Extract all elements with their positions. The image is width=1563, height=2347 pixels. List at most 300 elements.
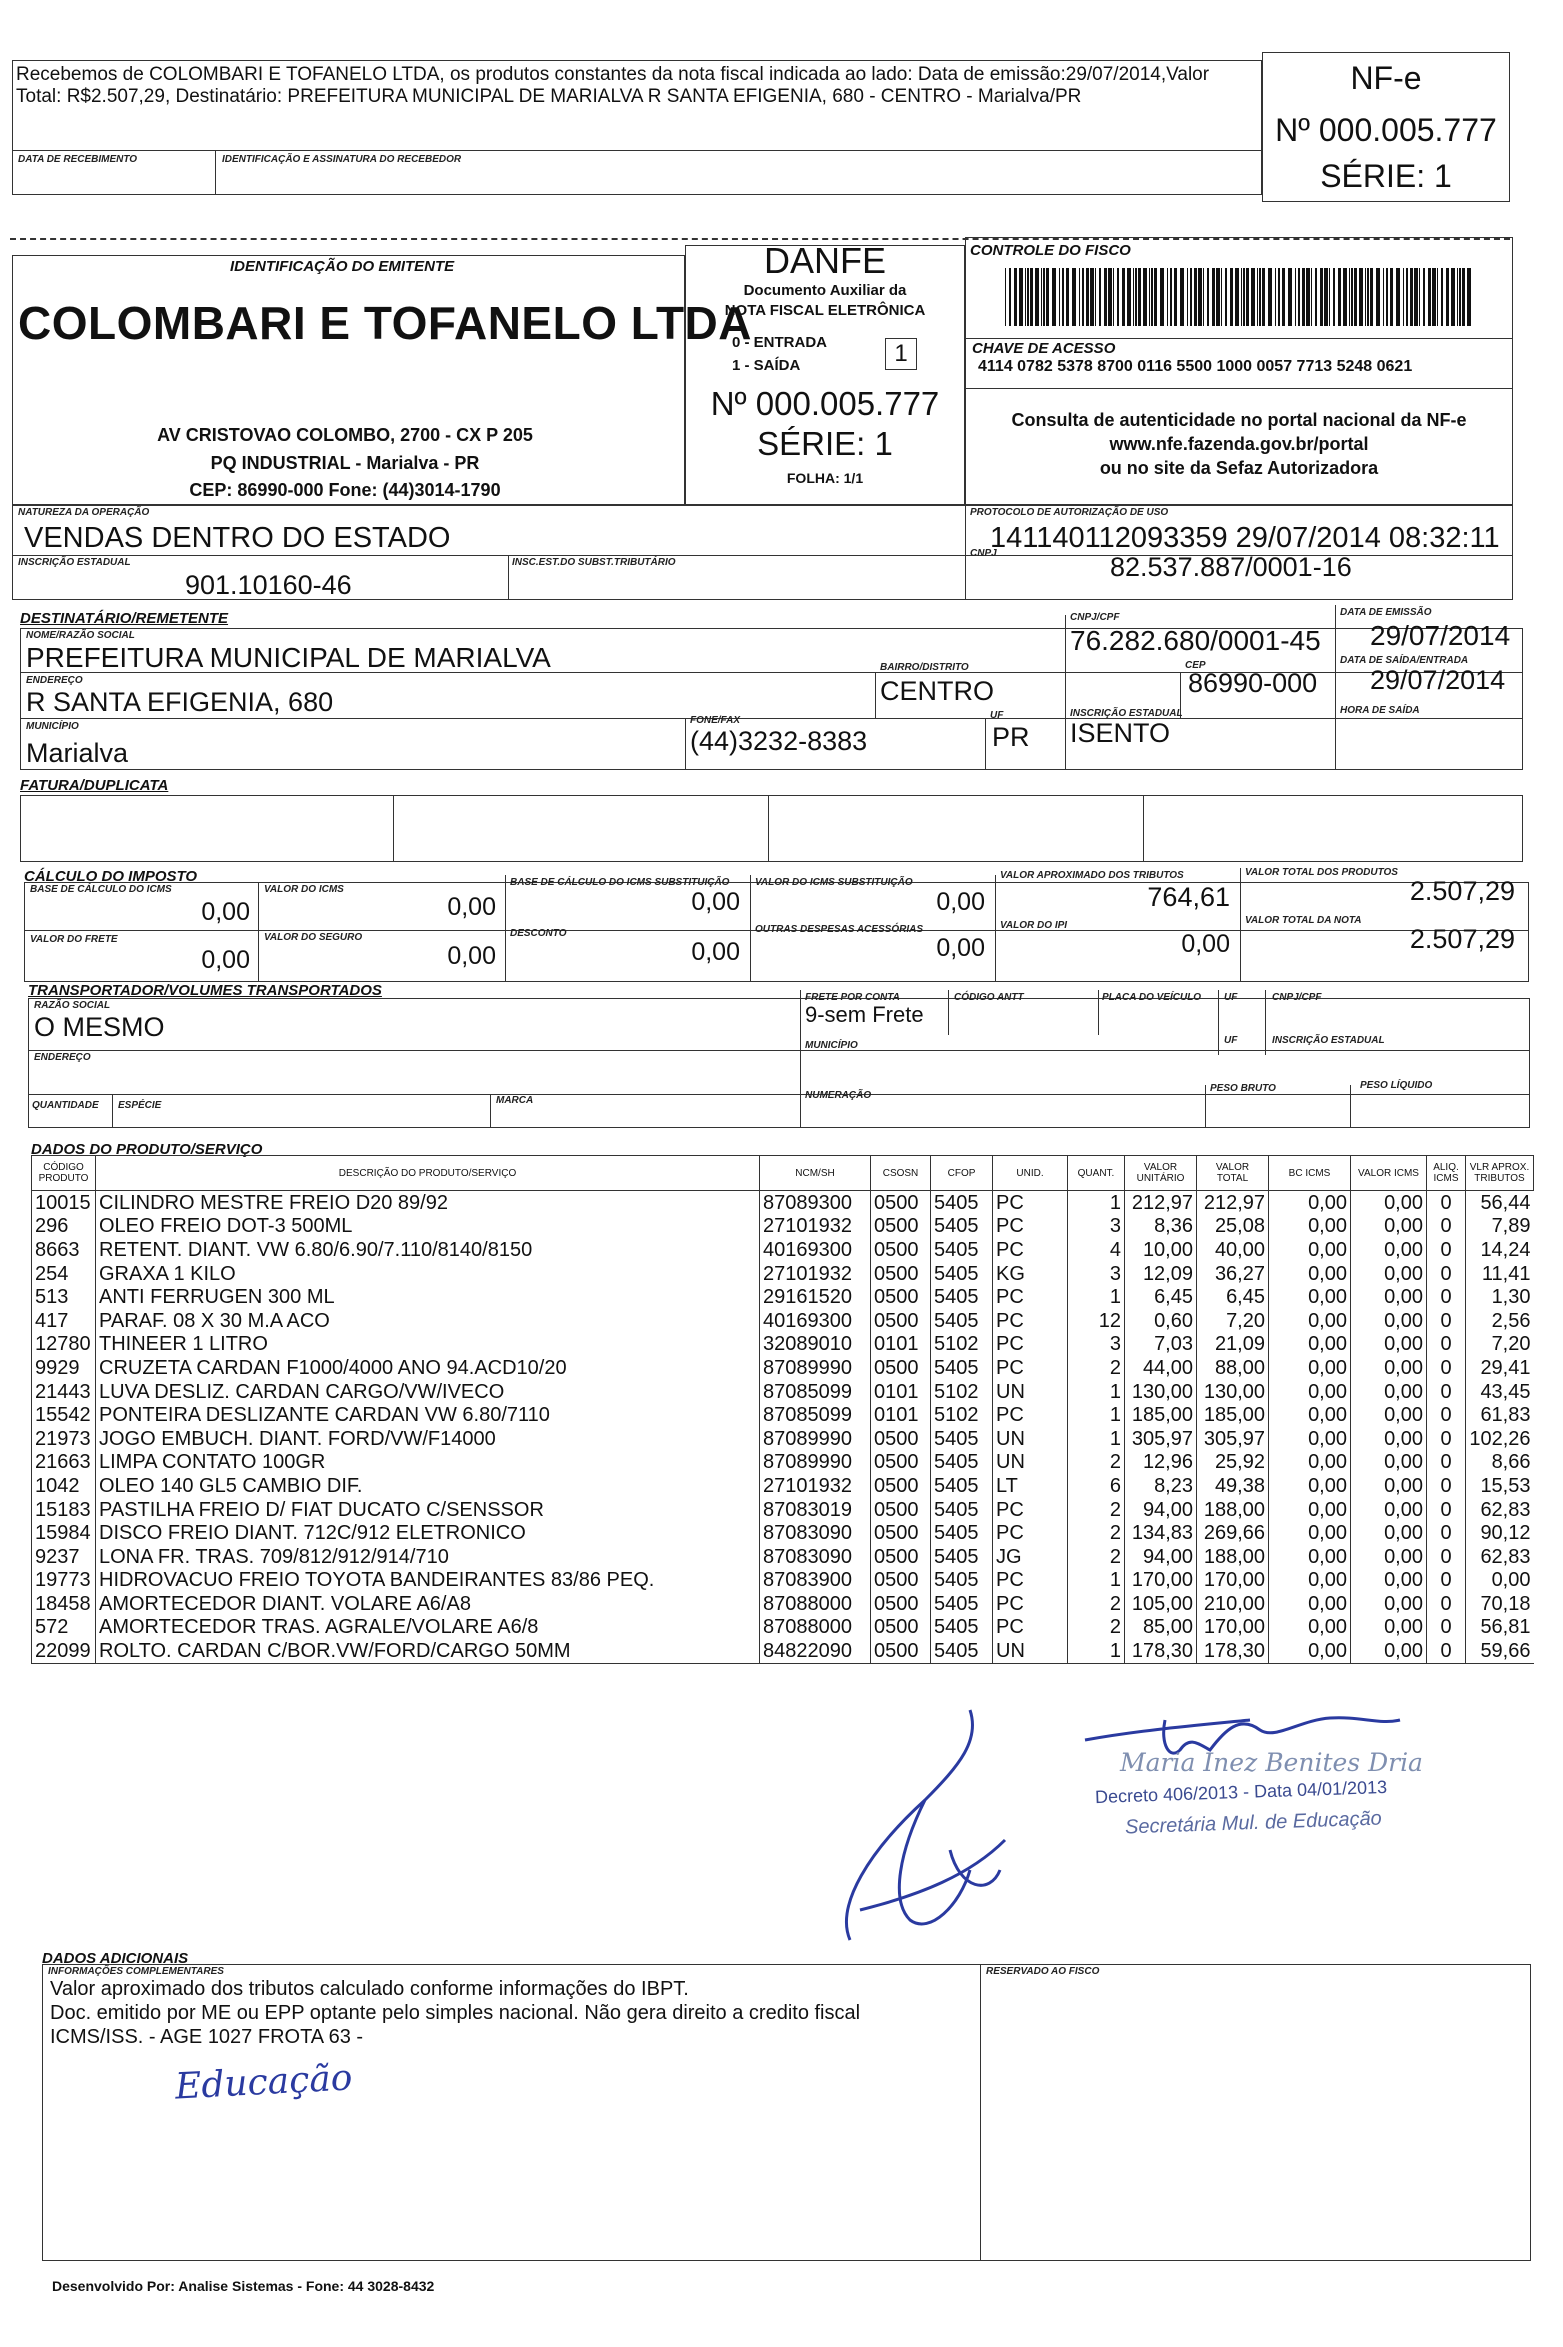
column-header: CFOP <box>931 1156 993 1191</box>
table-cell: 0,00 <box>1351 1356 1427 1380</box>
table-cell: PC <box>993 1309 1068 1333</box>
table-row <box>32 1545 1534 1569</box>
table-cell: 1 <box>1068 1569 1125 1593</box>
table-cell: 0,00 <box>1269 1569 1351 1593</box>
additional-line2: Doc. emitido por ME ou EPP optante pelo simples nacional. Não gera direito a credito fiscal <box>50 2002 861 2024</box>
table-cell: PC <box>993 1215 1068 1239</box>
barcode-bar <box>1009 268 1011 326</box>
table-cell: 0,00 <box>1351 1521 1427 1545</box>
barcode-bar <box>1117 268 1119 326</box>
note-total: 2.507,29 <box>1409 924 1515 954</box>
products-table-head <box>32 1156 1534 1191</box>
table-cell: 87089990 <box>760 1451 871 1475</box>
barcode-bar <box>1329 268 1330 326</box>
table-cell: 0500 <box>871 1285 931 1309</box>
table-cell: 0,00 <box>1269 1521 1351 1545</box>
table-row <box>32 1639 1534 1663</box>
barcode-bar <box>1259 268 1261 326</box>
recipient-name-label: NOME/RAZÃO SOCIAL <box>26 630 135 641</box>
emitter-address2: PQ INDUSTRIAL - Marialva - PR <box>210 453 480 473</box>
table-cell: 0,00 <box>1269 1592 1351 1616</box>
barcode-bar <box>1138 268 1141 326</box>
barcode-bar <box>1410 268 1413 326</box>
emitter-address1: AV CRISTOVAO COLOMBO, 2700 - CX P 205 <box>157 425 533 445</box>
table-cell: 0500 <box>871 1451 931 1475</box>
tax-header: CÁLCULO DO IMPOSTO <box>24 868 198 885</box>
table-cell: 0,00 <box>1351 1569 1427 1593</box>
barcode-bar <box>1225 268 1227 326</box>
ie-st-label: INSC.EST.DO SUBST.TRIBUTÁRIO <box>512 557 676 568</box>
table-cell: 0,00 <box>1269 1238 1351 1262</box>
table-cell: 5102 <box>931 1333 993 1357</box>
district-label: BAIRRO/DISTRITO <box>880 662 969 673</box>
table-row <box>32 1616 1534 1640</box>
table-cell: 90,12 <box>1466 1521 1534 1545</box>
table-cell: 1 <box>1068 1403 1125 1427</box>
table-cell: 105,00 <box>1125 1592 1197 1616</box>
table-cell: 0,00 <box>1351 1262 1427 1286</box>
barcode-bar <box>1311 268 1312 326</box>
base-st-label: BASE DE CÁLCULO DO ICMS SUBSTITUIÇÃO <box>510 877 730 888</box>
table-cell: 0 <box>1427 1451 1466 1475</box>
table-cell: 87083019 <box>760 1498 871 1522</box>
barcode-bar <box>1288 268 1292 326</box>
column-header: VALOR UNITÁRIO <box>1125 1156 1197 1191</box>
table-cell: 0 <box>1427 1592 1466 1616</box>
table-cell: 185,00 <box>1125 1403 1197 1427</box>
gross-weight-label: PESO BRUTO <box>1210 1083 1276 1094</box>
table-cell: PC <box>993 1403 1068 1427</box>
district-value: CENTRO <box>880 676 994 706</box>
table-cell: 88,00 <box>1197 1356 1269 1380</box>
table-cell: 5405 <box>931 1451 993 1475</box>
table-cell: 87089990 <box>760 1356 871 1380</box>
table-cell: 1042 <box>32 1474 96 1498</box>
barcode-bar <box>1396 268 1400 326</box>
barcode-bar <box>1376 268 1380 326</box>
table-cell: 0,00 <box>1351 1474 1427 1498</box>
barcode-bar <box>1343 268 1347 326</box>
stamp-line2: Decreto 406/2013 - Data 04/01/2013 <box>1094 1776 1388 1808</box>
table-cell: 21,09 <box>1197 1333 1269 1357</box>
table-cell: 254 <box>32 1262 96 1286</box>
barcode-bar <box>1459 268 1461 326</box>
table-cell: 1 <box>1068 1191 1125 1215</box>
table-cell: 170,00 <box>1125 1569 1197 1593</box>
table-cell: 27101932 <box>760 1262 871 1286</box>
table-cell: 5405 <box>931 1356 993 1380</box>
barcode-bar <box>1243 268 1245 326</box>
table-row <box>32 1521 1534 1545</box>
table-cell: 29161520 <box>760 1285 871 1309</box>
table-cell: 0 <box>1427 1191 1466 1215</box>
table-cell: 10015 <box>32 1191 96 1215</box>
brand-label: MARCA <box>496 1095 534 1106</box>
table-cell: 2 <box>1068 1592 1125 1616</box>
barcode-bar <box>1295 268 1296 326</box>
carrier-city-label: MUNICÍPIO <box>805 1040 858 1051</box>
barcode-bar <box>1062 268 1064 326</box>
table-cell: UN <box>993 1427 1068 1451</box>
barcode-bar <box>1082 268 1084 326</box>
table-cell: 62,83 <box>1466 1545 1534 1569</box>
fisco-key: 4114 0782 5378 8700 0116 5500 1000 0057 7713 5248 0621 <box>978 358 1413 375</box>
table-cell: 8663 <box>32 1238 96 1262</box>
barcode-bar <box>1216 268 1220 326</box>
carrier-ie-label: INSCRIÇÃO ESTADUAL <box>1272 1035 1385 1046</box>
barcode-bar <box>1149 268 1150 326</box>
barcode-bar <box>1198 268 1202 326</box>
table-cell: 87085099 <box>760 1380 871 1404</box>
table-cell: 21663 <box>32 1451 96 1475</box>
exit-date-value: 29/07/2014 <box>1370 665 1506 695</box>
table-cell: 0,00 <box>1351 1592 1427 1616</box>
qty-label: QUANTIDADE <box>32 1100 99 1111</box>
products-total: 2.507,29 <box>1409 876 1515 906</box>
table-cell: 5405 <box>931 1191 993 1215</box>
table-cell: CRUZETA CARDAN F1000/4000 ANO 94.ACD10/20 <box>96 1356 760 1380</box>
table-cell: LONA FR. TRAS. 709/812/912/914/710 <box>96 1545 760 1569</box>
table-cell: 22099 <box>32 1639 96 1663</box>
barcode-bar <box>1278 268 1280 326</box>
barcode-bar <box>1370 268 1373 326</box>
fisco-consult3: ou no site da Sefaz Autorizadora <box>1099 458 1379 478</box>
recipient-uf: PR <box>992 722 1030 752</box>
table-row <box>32 1333 1534 1357</box>
carrier-name-label: RAZÃO SOCIAL <box>34 1000 111 1011</box>
barcode-bar <box>1187 268 1188 326</box>
table-cell: 0 <box>1427 1215 1466 1239</box>
column-header: VALOR TOTAL <box>1197 1156 1269 1191</box>
table-row <box>32 1262 1534 1286</box>
table-row <box>32 1356 1534 1380</box>
table-cell: 0,00 <box>1351 1215 1427 1239</box>
barcode-bar <box>1221 268 1222 326</box>
carrier-uf2-label: UF <box>1224 1035 1238 1046</box>
table-cell: LUVA DESLIZ. CARDAN CARGO/VW/IVECO <box>96 1380 760 1404</box>
table-cell: 12 <box>1068 1309 1125 1333</box>
table-cell: 5405 <box>931 1592 993 1616</box>
other: 0,00 <box>936 934 985 962</box>
city-value: Marialva <box>26 738 129 768</box>
barcode-bar <box>1151 268 1153 326</box>
table-cell: 0,00 <box>1269 1356 1351 1380</box>
table-cell: 0500 <box>871 1262 931 1286</box>
table-cell: 0,00 <box>1351 1238 1427 1262</box>
barcode-bar <box>1174 268 1177 326</box>
table-cell: PC <box>993 1592 1068 1616</box>
table-cell: 85,00 <box>1125 1616 1197 1640</box>
table-cell: 0 <box>1427 1498 1466 1522</box>
base-st: 0,00 <box>691 888 740 916</box>
table-cell: OLEO FREIO DOT-3 500ML <box>96 1215 760 1239</box>
barcode-bar <box>1390 268 1393 326</box>
table-cell: PC <box>993 1521 1068 1545</box>
table-cell: 6,45 <box>1197 1285 1269 1309</box>
barcode-bar <box>1019 268 1023 326</box>
reserved-label: RESERVADO AO FISCO <box>986 1966 1100 1977</box>
table-cell: 5405 <box>931 1238 993 1262</box>
barcode-bar <box>1467 268 1471 326</box>
table-cell: 2 <box>1068 1545 1125 1569</box>
barcode-bar <box>1446 268 1449 326</box>
table-cell: 70,18 <box>1466 1592 1534 1616</box>
carrier-name: O MESMO <box>34 1012 165 1042</box>
table-cell: 0,00 <box>1351 1498 1427 1522</box>
table-cell: 170,00 <box>1197 1616 1269 1640</box>
table-cell: 0,00 <box>1269 1191 1351 1215</box>
table-cell: 0,00 <box>1351 1380 1427 1404</box>
barcode-bar <box>1419 268 1420 326</box>
barcode-bar <box>1041 268 1042 326</box>
barcode-bar <box>1383 268 1384 326</box>
column-header: UNID. <box>993 1156 1068 1191</box>
table-cell: 12780 <box>32 1333 96 1357</box>
carrier-address-label: ENDEREÇO <box>34 1052 91 1063</box>
recipient-cnpj-label: CNPJ/CPF <box>1070 612 1120 623</box>
table-cell: 0,00 <box>1269 1285 1351 1309</box>
table-cell: 296 <box>32 1215 96 1239</box>
table-cell: 5405 <box>931 1569 993 1593</box>
table-cell: 6 <box>1068 1474 1125 1498</box>
table-row <box>32 1238 1534 1262</box>
barcode-bar <box>1298 268 1300 326</box>
barcode-bar <box>1113 268 1114 326</box>
table-cell: 7,20 <box>1466 1333 1534 1357</box>
table-cell: 0,00 <box>1351 1616 1427 1640</box>
ipi-label: VALOR DO IPI <box>1000 920 1068 931</box>
table-cell: 188,00 <box>1197 1545 1269 1569</box>
other-label: OUTRAS DESPESAS ACESSÓRIAS <box>755 924 923 935</box>
danfe-number: Nº 000.005.777 <box>710 385 940 422</box>
table-cell: 5405 <box>931 1427 993 1451</box>
table-row <box>32 1191 1534 1215</box>
recipient-header: DESTINATÁRIO/REMETENTE <box>20 610 229 627</box>
table-cell: 0101 <box>871 1403 931 1427</box>
barcode-bar <box>1457 268 1458 326</box>
table-cell: 0,00 <box>1269 1498 1351 1522</box>
stamp-line3: Secretária Mul. de Educação <box>1124 1807 1383 1839</box>
column-header: BC ICMS <box>1269 1156 1351 1191</box>
fisco-header: CONTROLE DO FISCO <box>970 242 1131 259</box>
table-cell: 305,97 <box>1197 1427 1269 1451</box>
table-cell: 0500 <box>871 1427 931 1451</box>
table-row <box>32 1592 1534 1616</box>
table-cell: LT <box>993 1474 1068 1498</box>
table-cell: 9929 <box>32 1356 96 1380</box>
table-cell: 0,00 <box>1269 1427 1351 1451</box>
table-cell: 8,66 <box>1466 1451 1534 1475</box>
table-cell: 15984 <box>32 1521 96 1545</box>
barcode-bar <box>1320 268 1323 326</box>
table-cell: 5405 <box>931 1639 993 1663</box>
table-cell: 8,23 <box>1125 1474 1197 1498</box>
antt-label: CÓDIGO ANTT <box>954 992 1024 1003</box>
barcode-bar <box>1160 268 1164 326</box>
table-cell: 0,00 <box>1466 1569 1534 1593</box>
column-header: CSOSN <box>871 1156 931 1191</box>
column-header: ALIQ. ICMS <box>1427 1156 1466 1191</box>
table-row <box>32 1474 1534 1498</box>
table-cell: 1 <box>1068 1380 1125 1404</box>
barcode-bar <box>1268 268 1272 326</box>
table-cell: KG <box>993 1262 1068 1286</box>
table-cell: 3 <box>1068 1333 1125 1357</box>
barcode-bar <box>1351 268 1353 326</box>
emitter-name: COLOMBARI E TOFANELO LTDA <box>18 297 752 349</box>
barcode-bar <box>1086 268 1089 326</box>
ipi: 0,00 <box>1181 930 1230 958</box>
nature-label: NATUREZA DA OPERAÇÃO <box>18 507 150 518</box>
products-table <box>31 1155 1534 1664</box>
barcode-bar <box>1354 268 1357 326</box>
table-cell: 0500 <box>871 1521 931 1545</box>
table-cell: 1 <box>1068 1639 1125 1663</box>
additional-header: DADOS ADICIONAIS <box>42 1950 189 1967</box>
table-cell: 18458 <box>32 1592 96 1616</box>
table-cell: 2 <box>1068 1521 1125 1545</box>
barcode-bar <box>1338 268 1341 326</box>
products-total-label: VALOR TOTAL DOS PRODUTOS <box>1245 867 1398 878</box>
receipt-nfe: NF-e <box>1350 60 1422 96</box>
barcode-bar <box>1441 268 1443 326</box>
emitter-address3: CEP: 86990-000 Fone: (44)3014-1790 <box>189 480 501 500</box>
table-cell: 0500 <box>871 1569 931 1593</box>
barcode-bar <box>1108 268 1112 326</box>
table-cell: 62,83 <box>1466 1498 1534 1522</box>
phone-value: (44)3232-8383 <box>690 726 868 756</box>
table-cell: 130,00 <box>1125 1380 1197 1404</box>
table-cell: 5405 <box>931 1616 993 1640</box>
table-row <box>32 1285 1534 1309</box>
barcode-bar <box>1241 268 1242 326</box>
table-cell: 87085099 <box>760 1403 871 1427</box>
barcode-bar <box>1122 268 1125 326</box>
danfe-type: 1 <box>885 338 917 370</box>
barcode-bar <box>1099 268 1101 326</box>
plate-label: PLACA DO VEÍCULO <box>1102 992 1202 1003</box>
table-cell: UN <box>993 1639 1068 1663</box>
icms-st: 0,00 <box>936 888 985 916</box>
table-cell: 1 <box>1068 1285 1125 1309</box>
additional-line3: ICMS/ISS. - AGE 1027 FROTA 63 - <box>50 2026 364 2048</box>
cep-value: 86990-000 <box>1188 668 1318 698</box>
table-cell: 0 <box>1427 1427 1466 1451</box>
table-cell: 5405 <box>931 1215 993 1239</box>
table-cell: 178,30 <box>1197 1639 1269 1663</box>
discount: 0,00 <box>691 938 740 966</box>
table-cell: ROLTO. CARDAN C/BOR.VW/FORD/CARGO 50MM <box>96 1639 760 1663</box>
footer-credit: Desenvolvido Por: Analise Sistemas - Fone: 44 3028-8432 <box>52 2278 435 2294</box>
base-icms: 0,00 <box>201 898 250 926</box>
table-cell: PONTEIRA DESLIZANTE CARDAN VW 6.80/7110 <box>96 1403 760 1427</box>
table-cell: 15183 <box>32 1498 96 1522</box>
stamp-line1: Maria Inez Benites Dria <box>1120 1748 1423 1777</box>
approx: 764,61 <box>1147 882 1230 912</box>
table-cell: 15,53 <box>1466 1474 1534 1498</box>
discount-label: DESCONTO <box>510 928 567 939</box>
table-cell: 0 <box>1427 1545 1466 1569</box>
table-cell: 2,56 <box>1466 1309 1534 1333</box>
numbering-label: NUMERAÇÃO <box>805 1090 872 1101</box>
barcode-bar <box>1212 268 1215 326</box>
table-cell: 1,30 <box>1466 1285 1534 1309</box>
barcode-bar <box>1230 268 1233 326</box>
freight: 0,00 <box>201 946 250 974</box>
table-cell: 49,38 <box>1197 1474 1269 1498</box>
table-row <box>32 1451 1534 1475</box>
barcode-bar <box>1079 268 1080 326</box>
table-cell: 0,00 <box>1269 1403 1351 1427</box>
table-cell: 5405 <box>931 1309 993 1333</box>
barcode-bar <box>1257 268 1258 326</box>
barcode-bar <box>1104 268 1107 326</box>
recipient-uf-label: UF <box>990 710 1004 721</box>
table-cell: PC <box>993 1285 1068 1309</box>
table-cell: 185,00 <box>1197 1403 1269 1427</box>
cep-label: CEP <box>1185 660 1206 671</box>
table-cell: 19773 <box>32 1569 96 1593</box>
table-cell: 269,66 <box>1197 1521 1269 1545</box>
table-cell: 11,41 <box>1466 1262 1534 1286</box>
barcode-bar <box>1251 268 1255 326</box>
table-cell: 134,83 <box>1125 1521 1197 1545</box>
barcode-bar <box>1090 268 1094 326</box>
table-cell: 6,45 <box>1125 1285 1197 1309</box>
approx-label: VALOR APROXIMADO DOS TRIBUTOS <box>1000 870 1184 881</box>
invoice-header: FATURA/DUPLICATA <box>20 777 169 794</box>
column-header: DESCRIÇÃO DO PRODUTO/SERVIÇO <box>96 1156 760 1191</box>
table-cell: 5405 <box>931 1262 993 1286</box>
table-cell: 0,00 <box>1269 1215 1351 1239</box>
exit-time-label: HORA DE SAÍDA <box>1340 705 1420 716</box>
barcode-bar <box>1190 268 1192 326</box>
table-cell: 56,81 <box>1466 1616 1534 1640</box>
table-cell: 0,00 <box>1351 1333 1427 1357</box>
net-weight-label: PESO LÍQUIDO <box>1360 1080 1433 1091</box>
table-cell: 5102 <box>931 1380 993 1404</box>
table-cell: 32089010 <box>760 1333 871 1357</box>
ie-label: INSCRIÇÃO ESTADUAL <box>18 557 131 568</box>
table-cell: 0500 <box>871 1215 931 1239</box>
table-cell: PC <box>993 1191 1068 1215</box>
table-cell: 0500 <box>871 1191 931 1215</box>
table-cell: 29,41 <box>1466 1356 1534 1380</box>
barcode-bar <box>1462 268 1465 326</box>
table-cell: 14,24 <box>1466 1238 1534 1262</box>
table-cell: 8,36 <box>1125 1215 1197 1239</box>
table-cell: 102,26 <box>1466 1427 1534 1451</box>
table-cell: 0,00 <box>1269 1616 1351 1640</box>
table-cell: 0,00 <box>1269 1380 1351 1404</box>
barcode-icon <box>1005 268 1475 326</box>
table-cell: JOGO EMBUCH. DIANT. FORD/VW/F14000 <box>96 1427 760 1451</box>
table-cell: 10,00 <box>1125 1238 1197 1262</box>
barcode-bar <box>1207 268 1209 326</box>
table-cell: HIDROVACUO FREIO TOYOTA BANDEIRANTES 83/86 PEQ. <box>96 1569 760 1593</box>
table-cell: 94,00 <box>1125 1498 1197 1522</box>
insurance: 0,00 <box>447 942 496 970</box>
table-cell: 0 <box>1427 1238 1466 1262</box>
barcode-bar <box>1428 268 1431 326</box>
column-header: CÓDIGO PRODUTO <box>32 1156 96 1191</box>
table-cell: 0 <box>1427 1569 1466 1593</box>
transport-box <box>28 998 1530 1128</box>
recipient-ie: ISENTO <box>1070 718 1171 748</box>
table-cell: PC <box>993 1498 1068 1522</box>
table-cell: 25,92 <box>1197 1451 1269 1475</box>
table-cell: AMORTECEDOR DIANT. VOLARE A6/A8 <box>96 1592 760 1616</box>
